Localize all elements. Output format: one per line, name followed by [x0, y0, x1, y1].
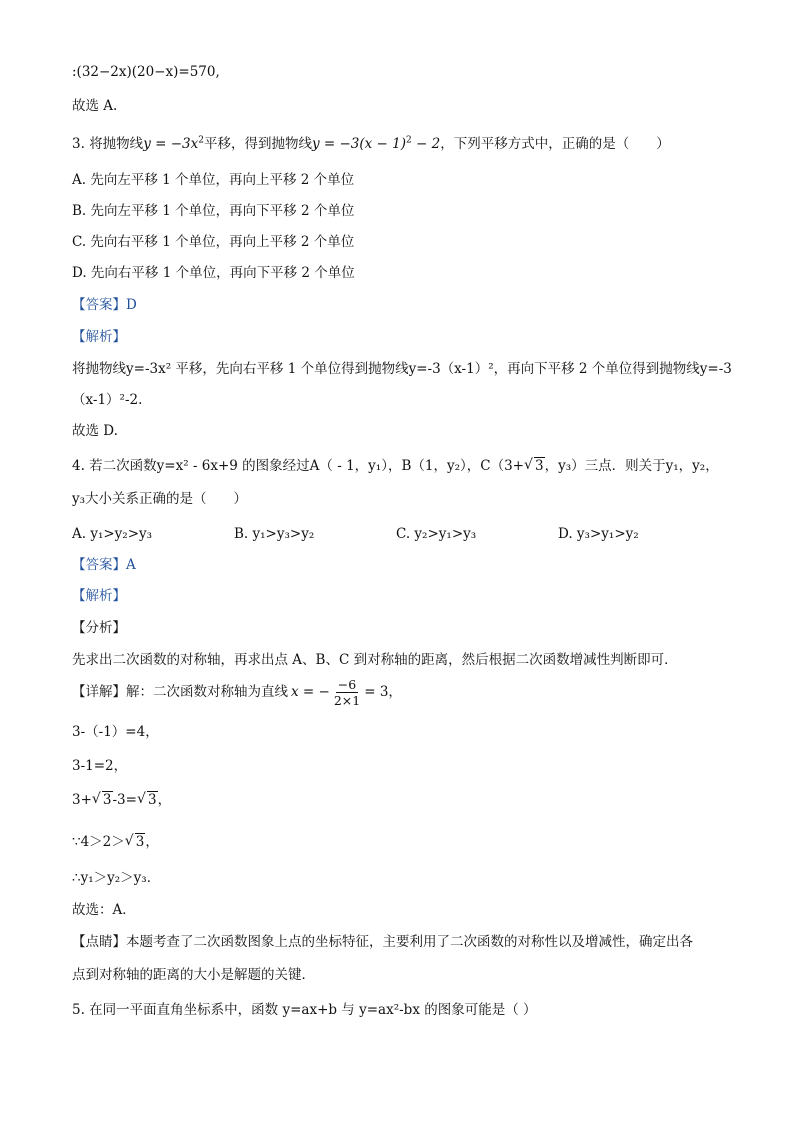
- comment-label: 【点睛】: [72, 934, 126, 950]
- sqrt-expression: √ 3: [92, 790, 113, 810]
- calc-text: 3+: [72, 792, 92, 808]
- question-text: y₃大小关系正确的是（ ）: [72, 491, 248, 507]
- fraction: $\frac{-6}{2\times 1}$: [333, 676, 361, 708]
- sqrt-expression: √ 3: [137, 790, 158, 810]
- comment-text: 点到对称轴的距离的大小是解题的关键．: [72, 967, 315, 983]
- solution-text: （x-1）²-2.: [72, 392, 143, 408]
- calc-line: [72, 790, 171, 810]
- detail-text: 解：二次函数对称轴为直线: [126, 684, 288, 700]
- math-expression: x = −: [291, 684, 330, 700]
- option-a: A. 先向左平移 1 个单位，再向上平移 2 个单位: [72, 172, 355, 188]
- math-expression: − 2: [411, 136, 441, 152]
- exponent: 2: [198, 135, 204, 146]
- analysis-label: 【解析】: [72, 588, 126, 604]
- math-expression: y = −3(x − 1): [311, 136, 407, 152]
- answer-choice-line: 故选 D.: [72, 423, 118, 439]
- question-text: 将抛物线: [89, 136, 144, 152]
- math-expression: y = −3x: [143, 136, 199, 152]
- calc-line: 3-（-1）=4，: [72, 724, 159, 740]
- analysis-section-label: 【分析】: [72, 620, 126, 636]
- answer-choice-line: 故选 A.: [72, 98, 118, 114]
- option-b: B. y₁>y₃>y₂: [234, 526, 315, 542]
- calc-line: [72, 832, 159, 852]
- question-text: ，下列平移方式中，正确的是（ ）: [440, 136, 670, 152]
- detail-line: [72, 674, 402, 710]
- answer-label: 【答案】A: [72, 557, 136, 573]
- detail-label: 【详解】: [72, 684, 126, 700]
- option-a: A. y₁>y₂>y₃: [72, 526, 153, 542]
- calc-line: 3-1=2，: [72, 758, 128, 774]
- comment-line: [72, 932, 693, 952]
- options-row: [72, 524, 720, 544]
- answer-label: 【答案】D: [72, 297, 137, 313]
- calc-text: -3=: [112, 792, 137, 808]
- sqrt-expression: √ 3: [125, 832, 146, 852]
- question-text: 平移，得到抛物线: [203, 136, 312, 152]
- comment-text: 本题考查了二次函数图象上点的坐标特征，主要利用了二次函数的对称性以及增减性，确定出各: [126, 934, 693, 950]
- calc-text: ∵4＞2＞: [72, 834, 125, 850]
- option-d: D. y₃>y₁>y₂: [558, 526, 639, 542]
- question-text: ，y₃）三点．则关于y₁，y₂，: [544, 458, 719, 474]
- conclusion-line: ∴y₁＞y₂＞y₃．: [72, 870, 161, 886]
- option-b: B. 先向左平移 1 个单位，再向下平移 2 个单位: [72, 203, 355, 219]
- question-3: [72, 134, 670, 154]
- question-number: 3.: [72, 136, 85, 152]
- calc-text: ，: [145, 834, 159, 850]
- exponent: 2: [406, 135, 412, 146]
- analysis-label: 【解析】: [72, 329, 126, 345]
- analysis-text: 先求出二次函数的对称轴，再求出点 A、B、C 到对称轴的距离，然后根据二次函数增减性判断即可．: [72, 652, 678, 668]
- sqrt-expression: √ 3: [524, 456, 545, 476]
- math-expression: = 3，: [364, 684, 402, 700]
- solution-text: 将抛物线y=-3x² 平移，先向右平移 1 个单位得到抛物线y=-3（x-1）²，再向下平移 2 个单位得到抛物线y=-3: [72, 361, 732, 377]
- calc-text: ，: [157, 792, 172, 808]
- question-text: 4. 若二次函数y=x² - 6x+9 的图象经过A（ - 1，y₁），B（1，y₂），C（3+: [72, 458, 524, 474]
- question-5: 5. 在同一平面直角坐标系中，函数 y=ax+b 与 y=ax²-bx 的图象可能是（ ）: [72, 1002, 537, 1018]
- option-c: C. 先向右平移 1 个单位，再向上平移 2 个单位: [72, 234, 355, 250]
- option-c: C. y₂>y₁>y₃: [396, 526, 477, 542]
- answer-choice-line: 故选：A．: [72, 902, 136, 918]
- question-4: [72, 456, 719, 476]
- option-d: D. 先向右平移 1 个单位，再向下平移 2 个单位: [72, 265, 355, 281]
- equation-line: :(32−2x)(20−x)=570,: [72, 64, 220, 80]
